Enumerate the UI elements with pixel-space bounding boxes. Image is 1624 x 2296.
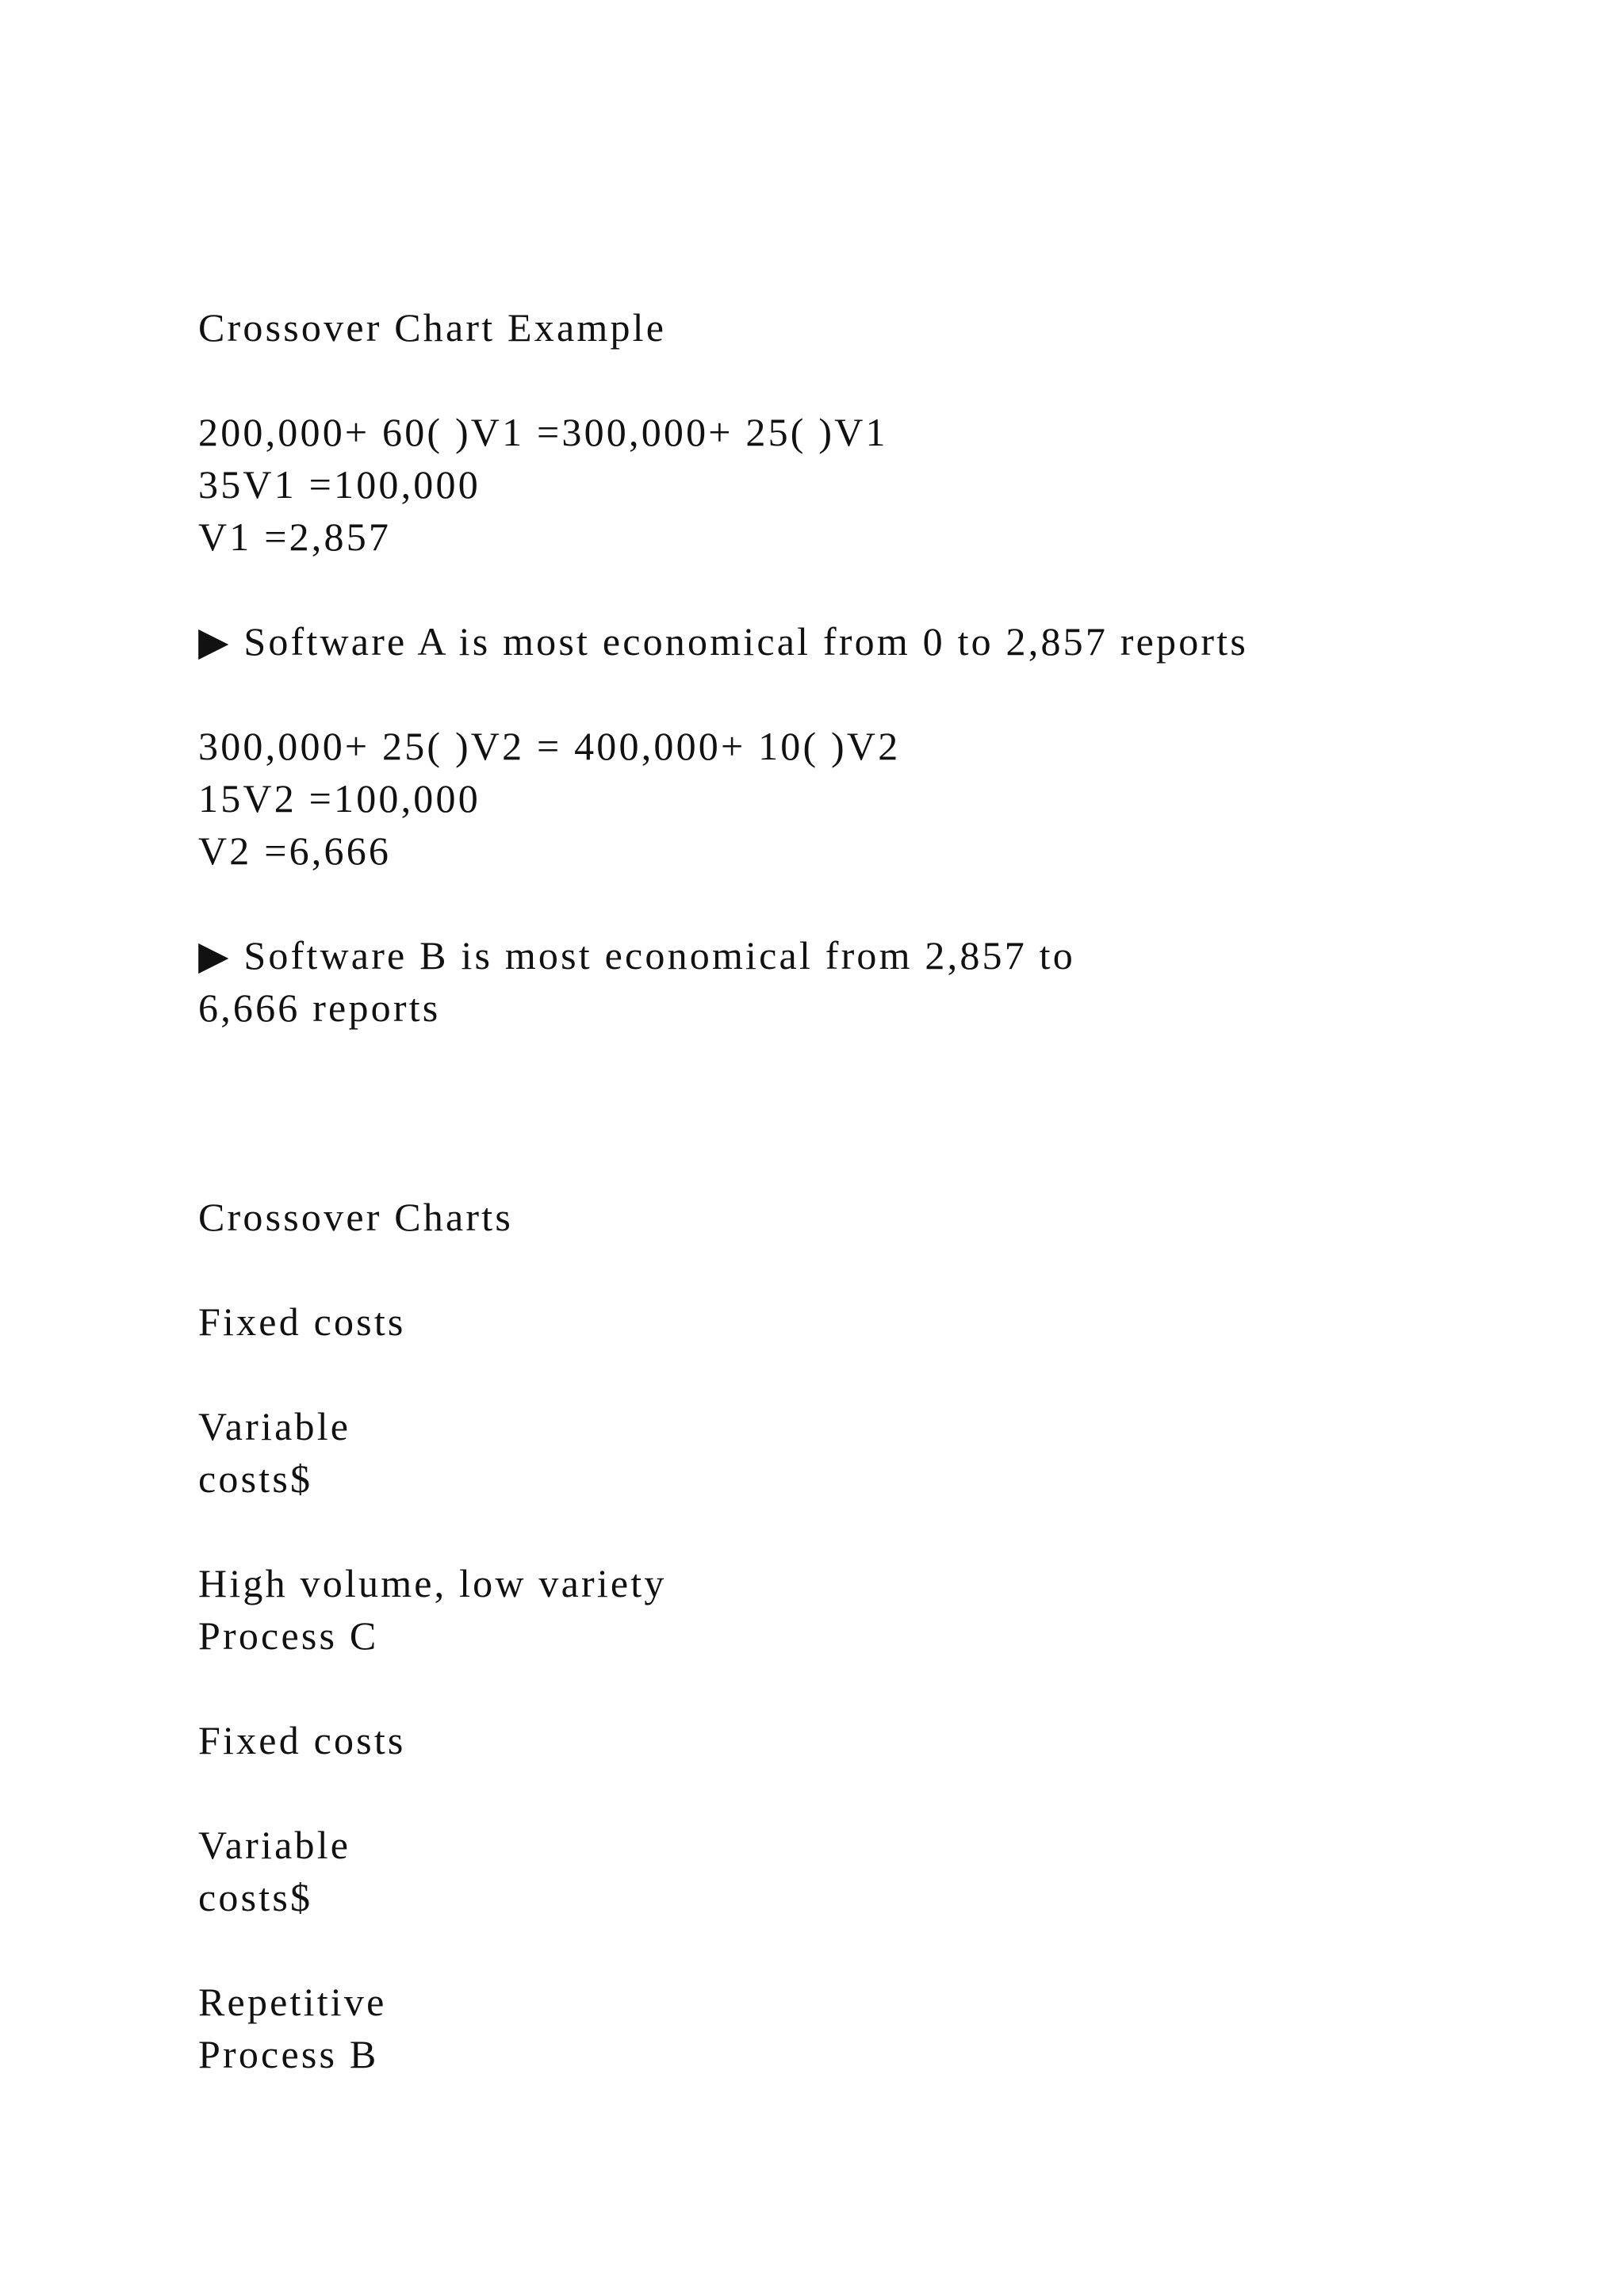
- equation-line: 300,000+ 25( )V2 = 400,000+ 10( )V2: [198, 724, 901, 768]
- label-fixed-costs: Fixed costs: [198, 1299, 406, 1344]
- label-variable-costs: costs$: [198, 1456, 313, 1501]
- section-title: Crossover Charts: [198, 1195, 514, 1239]
- label-variable-costs: Variable: [198, 1404, 351, 1448]
- equation-line: V2 =6,666: [198, 828, 392, 873]
- label-fixed-costs: Fixed costs: [198, 1718, 406, 1762]
- label-variable-costs: costs$: [198, 1875, 313, 1919]
- section-title: Crossover Chart Example: [198, 305, 667, 350]
- equation-line: 15V2 =100,000: [198, 776, 481, 821]
- note-line: ▶ Software A is most economical from 0 to 2,857 reports: [198, 619, 1248, 664]
- label-process: Repetitive: [198, 1980, 387, 2024]
- label-process: High volume, low variety: [198, 1561, 667, 1605]
- equation-line: V1 =2,857: [198, 515, 392, 559]
- label-process: Process C: [198, 1613, 379, 1658]
- label-process: Process B: [198, 2032, 379, 2076]
- equation-line: 200,000+ 60( )V1 =300,000+ 25( )V1: [198, 410, 888, 454]
- note-line: 6,666 reports: [198, 985, 441, 1030]
- equation-line: 35V1 =100,000: [198, 462, 481, 507]
- note-line: ▶ Software B is most economical from 2,857 to: [198, 933, 1075, 978]
- label-variable-costs: Variable: [198, 1823, 351, 1867]
